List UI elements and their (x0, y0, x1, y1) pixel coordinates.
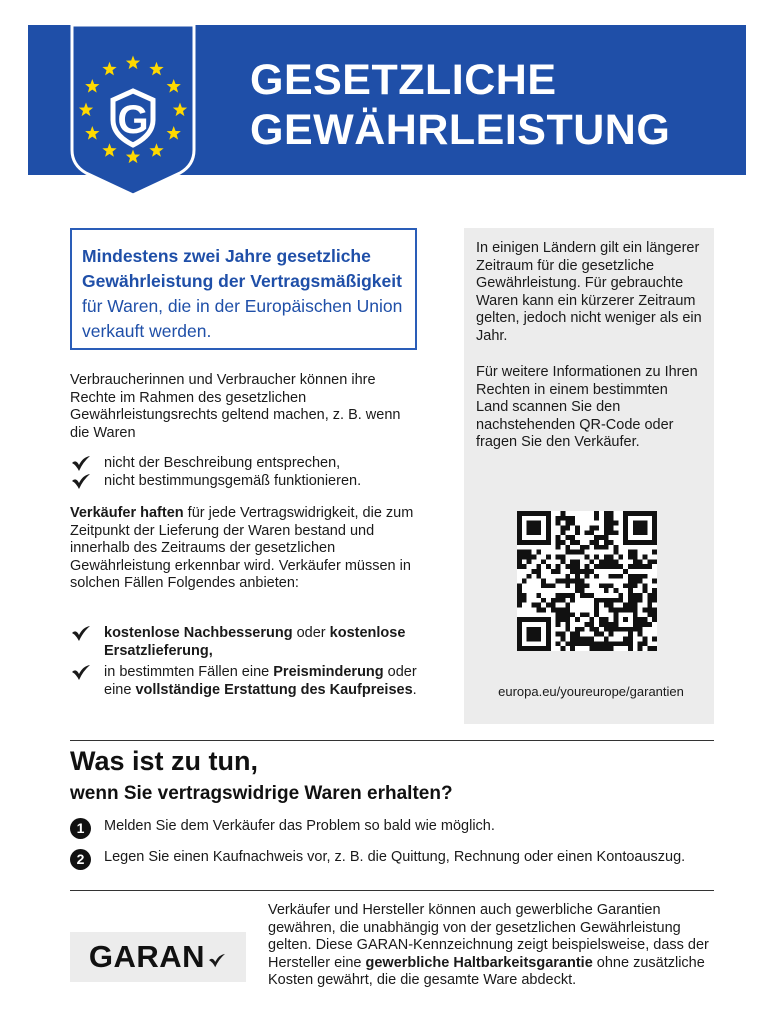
title-line-2: GEWÄHRLEISTUNG (250, 106, 671, 154)
remedy-repair: kostenlose Nachbesserung (104, 625, 293, 641)
remedy-refund: vollständige Erstattung des Kaufpreises (135, 681, 413, 698)
checkmark-icon (70, 625, 92, 643)
steps-list (70, 818, 710, 880)
remedy-replacement: kostenlose Ersatzlieferung, (104, 625, 406, 659)
intro-box (70, 228, 417, 350)
list-item (70, 849, 710, 870)
garan-logo-text: GARAN (88, 939, 206, 974)
checkmark-icon (70, 455, 92, 473)
list-item (70, 473, 420, 491)
remedy-bullet-1 (104, 625, 420, 660)
list-item (70, 818, 710, 839)
info-link[interactable]: europa.eu/youreurope/garantien (498, 684, 684, 699)
rights-bullet-1: nicht der Beschreibung entsprechen, (104, 455, 341, 471)
liability-paragraph (70, 505, 415, 593)
remedy-price-reduction: Preisminderung (273, 664, 384, 680)
rights-bullet-2: nicht bestimmungsgemäß funktionieren. (104, 473, 362, 489)
section-subheading: wenn Sie vertragswidrige Waren erhalten? (70, 783, 453, 804)
divider (70, 740, 714, 741)
step-text: Melden Sie dem Verkäufer das Problem so bald wie möglich. (104, 818, 495, 834)
liability-text: für jede Vertragswidrigkeit, die zum Zeitpunkt der Lieferung der Waren bestand und innerhalb des Zeitraums der gesetzlichen Gewährleistung erkennbar wird. Verkäufer müssen in solchen Fällen Folgendes anbieten: (70, 505, 414, 591)
remedy-bullet-2 (104, 664, 420, 699)
intro-bold: Mindestens zwei Jahre gesetzliche Gewährleistung der Vertragsmäßigkeit (82, 246, 402, 291)
checkmark-icon (207, 953, 227, 969)
divider (70, 890, 714, 891)
step-text: Legen Sie einen Kaufnachweis vor, z. B. die Quittung, Rechnung oder einen Kontoauszug. (104, 849, 686, 865)
checkmark-icon (70, 473, 92, 491)
rights-paragraph: Verbraucherinnen und Verbraucher können ihre Rechte im Rahmen des gesetzlichen Gewährleistungsrechts geltend machen, z. B. wenn die Waren (70, 372, 401, 441)
remedy-pre: in bestimmten Fällen eine (104, 664, 274, 680)
intro-rest: für Waren, die in der Europäischen Union verkauft werden. (82, 296, 403, 341)
remedy-bullets (70, 625, 420, 703)
rights-bullets (70, 455, 420, 491)
garan-text-bold: gewerbliche Haltbarkeitsgarantie (365, 954, 593, 971)
sidebar-paragraph-2: Für weitere Informationen zu Ihren Rechten in einem bestimmten Land scannen Sie den nachstehenden QR-Code oder fragen Sie den Verkäufer. (476, 364, 698, 450)
title-line-1: GESETZLICHE (250, 56, 557, 104)
garan-text-post: ohne zusätzliche Kosten gewährt, die die gesamte Ware abdeckt. (268, 954, 705, 988)
garan-paragraph (268, 902, 714, 990)
list-item (70, 625, 420, 660)
step-number-icon: 2 (70, 849, 91, 870)
eu-shield-logo (70, 25, 196, 195)
step-number-icon: 1 (70, 818, 91, 839)
list-item (70, 664, 420, 699)
qr-code[interactable] (517, 511, 657, 651)
list-item (70, 455, 420, 473)
garan-text-pre: Verkäufer und Hersteller können auch gewerbliche Garantien gewähren, die unabhängig von der gesetzlichen Gewährleistung gelten. Diese GARAN-Kennzeichnung zeigt beispielsweise, dass der Hersteller eine (268, 902, 709, 971)
shield-letter: G (117, 98, 149, 142)
liability-bold: Verkäufer haften (70, 505, 184, 521)
page-title (250, 55, 670, 155)
checkmark-icon (70, 664, 92, 682)
remedy-or-2: oder eine (104, 664, 417, 698)
remedy-or: oder (292, 625, 330, 641)
sidebar-paragraph-1: In einigen Ländern gilt ein längerer Zeitraum für die gesetzliche Gewährleistung. Für gebrauchte Waren kann ein kürzerer Zeitraum gelten, jedoch nicht weniger als ein Jahr. (476, 240, 702, 344)
section-heading: Was ist zu tun, (70, 746, 258, 776)
garan-logo (70, 932, 246, 982)
remedy-end: . (412, 681, 417, 698)
info-sidebar (464, 228, 714, 724)
